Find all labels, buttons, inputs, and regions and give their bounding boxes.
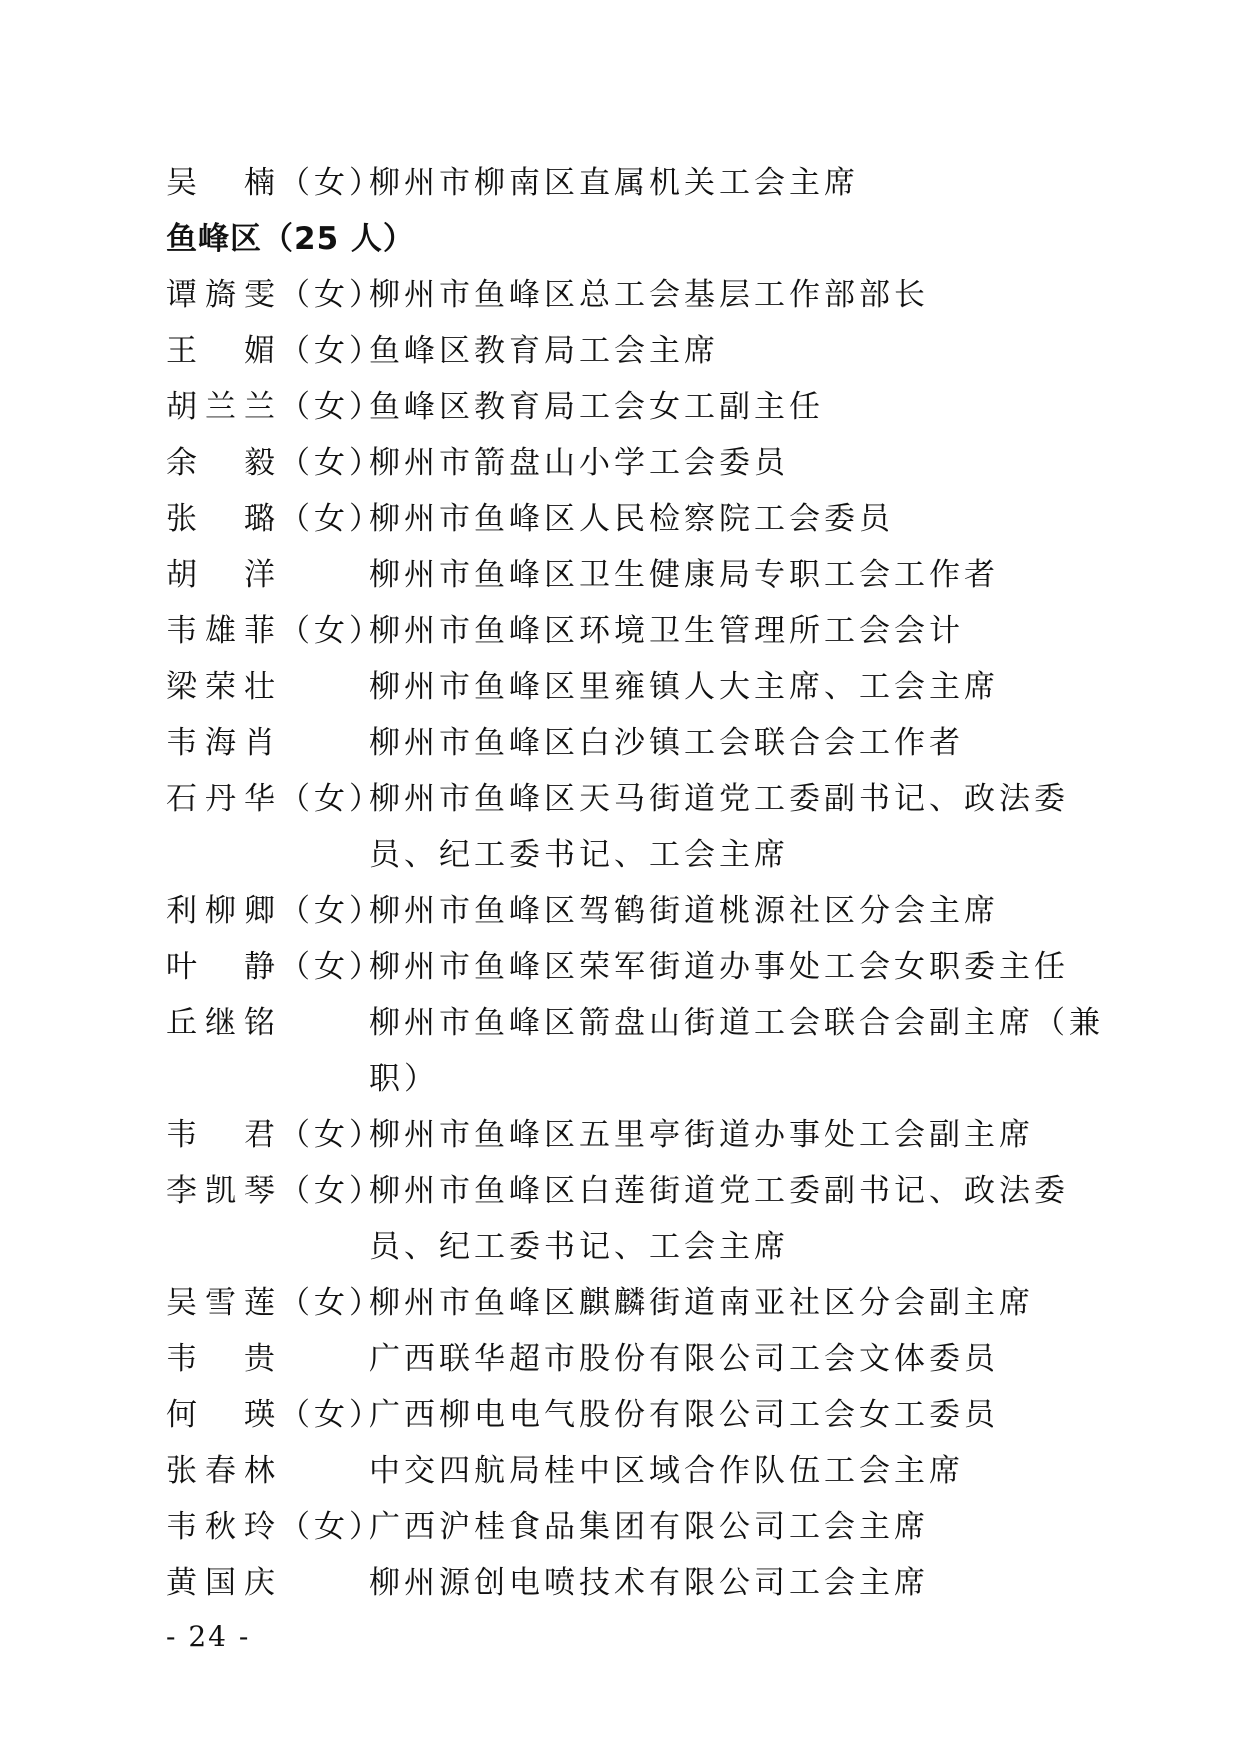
member-name: 石丹华 [166,781,279,817]
member-gender: （女） [279,613,384,649]
list-item [166,1443,1126,1499]
list-item [166,1107,1126,1163]
section-heading: 鱼峰区（25 人） [166,221,415,257]
member-title: 中交四航局桂中区域合作队伍工会主席 [369,1453,964,1489]
list-item [166,603,1126,659]
member-title: 柳州市鱼峰区麒麟街道南亚社区分会副主席 [369,1285,1034,1321]
member-name: 胡兰兰 [166,389,279,425]
member-title: 广西联华超市股份有限公司工会文体委员 [369,1341,999,1377]
member-gender: （女） [279,165,384,201]
list-item [166,1163,1126,1275]
member-title: 柳州市鱼峰区里雍镇人大主席、工会主席 [369,669,999,705]
list-item [166,1331,1126,1387]
member-name: 韦雄菲 [166,613,279,649]
member-gender: （女） [279,389,384,425]
list-item [166,995,1126,1107]
page-number: - 24 - [166,1620,251,1653]
member-gender: （女） [279,277,384,313]
member-title: 鱼峰区教育局工会女工副主任 [369,389,824,425]
member-title: 广西沪桂食品集团有限公司工会主席 [369,1509,929,1545]
member-name: 吴 楠 [166,165,279,201]
member-gender: （女） [279,949,384,985]
member-title: 柳州市鱼峰区环境卫生管理所工会会计 [369,613,964,649]
member-name: 叶 静 [166,949,279,985]
member-title: 柳州市柳南区直属机关工会主席 [369,165,859,201]
list-item [166,491,1126,547]
member-gender: （女） [279,1285,384,1321]
member-name: 韦海肖 [166,725,279,761]
list-item [166,1275,1126,1331]
member-title: 柳州市鱼峰区荣军街道办事处工会女职委主任 [369,949,1069,985]
list-item [166,435,1126,491]
member-title: 柳州市鱼峰区人民检察院工会委员 [369,501,894,537]
list-item [166,1387,1126,1443]
member-gender: （女） [279,333,384,369]
member-title: 柳州市鱼峰区五里亭街道办事处工会副主席 [369,1117,1034,1153]
member-name: 韦 贵 [166,1341,279,1377]
member-title: 鱼峰区教育局工会主席 [369,333,719,369]
list-item [166,883,1126,939]
list-item [166,659,1126,715]
member-gender: （女） [279,781,384,817]
list-item [166,939,1126,995]
list-item [166,771,1126,883]
member-name: 韦 君 [166,1117,279,1153]
member-name: 余 毅 [166,445,279,481]
member-name: 黄国庆 [166,1565,279,1601]
list-item [166,323,1126,379]
list-item [166,715,1126,771]
list-item [166,379,1126,435]
member-name: 何 瑛 [166,1397,279,1433]
list-item [166,547,1126,603]
member-gender: （女） [279,1509,384,1545]
member-title: 柳州市鱼峰区总工会基层工作部部长 [369,277,929,313]
member-title: 柳州市鱼峰区卫生健康局专职工会工作者 [369,557,999,593]
list-item [166,1555,1126,1611]
member-name: 梁荣壮 [166,669,279,705]
member-gender: （女） [279,1173,384,1209]
list-item [166,155,1126,211]
member-title: 柳州市鱼峰区天马街道党工委副书记、政法委员、纪工委书记、工会主席 [369,781,1069,873]
member-title: 柳州市箭盘山小学工会委员 [369,445,789,481]
list-item [166,267,1126,323]
entries-container [166,267,1126,1611]
member-name: 张春林 [166,1453,279,1489]
member-gender: （女） [279,445,384,481]
member-gender: （女） [279,501,384,537]
member-name: 韦秋玲 [166,1509,279,1545]
member-name: 丘继铭 [166,1005,279,1041]
member-title: 柳州源创电喷技术有限公司工会主席 [369,1565,929,1601]
list-item [166,1499,1126,1555]
member-title: 广西柳电电气股份有限公司工会女工委员 [369,1397,999,1433]
member-gender: （女） [279,893,384,929]
member-title: 柳州市鱼峰区白莲街道党工委副书记、政法委员、纪工委书记、工会主席 [369,1173,1069,1265]
member-title: 柳州市鱼峰区驾鹤街道桃源社区分会主席 [369,893,999,929]
member-name: 谭旖雯 [166,277,279,313]
member-name: 张 璐 [166,501,279,537]
member-title: 柳州市鱼峰区白沙镇工会联合会工作者 [369,725,964,761]
member-name: 胡 洋 [166,557,279,593]
member-gender: （女） [279,1397,384,1433]
member-name: 李凯琴 [166,1173,279,1209]
member-gender: （女） [279,1117,384,1153]
member-title: 柳州市鱼峰区箭盘山街道工会联合会副主席（兼职） [369,1005,1104,1097]
member-name: 吴雪莲 [166,1285,279,1321]
member-name: 利柳卿 [166,893,279,929]
member-list [166,155,1126,1611]
member-name: 王 媚 [166,333,279,369]
